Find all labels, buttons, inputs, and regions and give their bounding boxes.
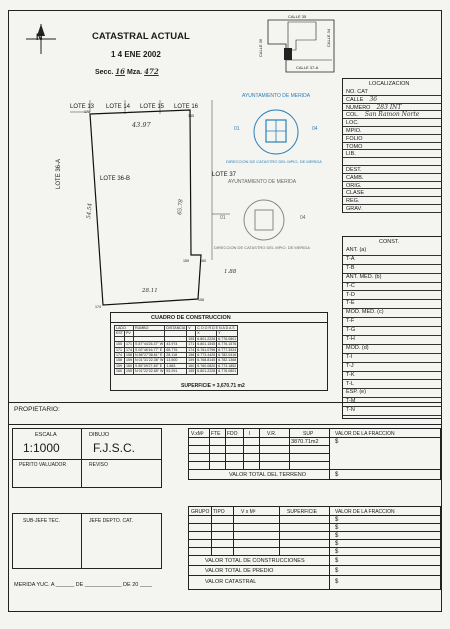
cuadro-title: CUADRO DE CONSTRUCCION	[151, 315, 231, 321]
seal-gray-text: AYUNTAMIENTO DE MERIDA	[228, 179, 297, 185]
localizacion-row-label: LOC.	[346, 120, 359, 127]
table-row: 160 155 N 01°22'02.85" W 53.291 155 6.801.2228 6.776.0801	[116, 369, 237, 374]
dim-top: 43.97	[132, 121, 151, 129]
vertex-160: 160	[200, 259, 206, 263]
escala-label: ESCALA	[35, 432, 57, 438]
hdr-coordenadas: C O O R D E N A D A S	[196, 326, 238, 331]
localizacion-row	[343, 111, 442, 119]
table-row: 174 158 N 86°27'38.61" E 28.118 158 6.773.4425 6.782.0416	[116, 353, 237, 358]
sub-jefe-label: SUB-JEFE TEC.	[23, 518, 60, 524]
localizacion-row	[343, 119, 442, 127]
lot-label-36a: LOTE 36-A	[56, 158, 63, 190]
terreno-table: V.xM² FTE FDO I V.R. SUP VALOR DE LA FRACCION 3870.71m2 $ VALOR TOTAL DEL TERRENO $	[188, 428, 441, 480]
localizacion-row	[343, 174, 442, 182]
secc-label: Secc.	[95, 69, 114, 76]
construccion-table: GRUPO TIPO V x M² SUPERFICIE VALOR DE LA FRACCION $ $ $ $ $ VALOR TOTAL DE CONSTRUCCIONES $ VALOR TOTAL DE PREDIO $ VALOR CATASTRAL $	[188, 506, 441, 590]
const-row: T-K	[343, 372, 442, 381]
const-header: CONST.	[379, 239, 400, 245]
const-row: T-B	[343, 265, 442, 274]
table-row: 155 171 S 87°44'26.37" W 43.974 171 6.801.1545 6.776.1576	[116, 342, 237, 347]
const-row: T-I	[343, 354, 442, 363]
dim-right-lower: 1.88	[224, 269, 237, 275]
vertex-159: 159	[183, 259, 189, 263]
localizacion-row	[343, 150, 442, 158]
secc-value: 16	[115, 67, 125, 76]
propietario-label: PROPIETARIO:	[14, 406, 60, 413]
localizacion-row	[343, 197, 442, 205]
terreno-total-dollar: $	[335, 472, 339, 478]
localizacion-row	[343, 143, 442, 151]
localizacion-row-value: 283 INT	[376, 103, 402, 111]
localizacion-row-label: MPIO.	[346, 128, 362, 134]
const-row: T-J	[343, 363, 442, 372]
const-row: ANT. (a)	[343, 247, 442, 256]
localizacion-row-label: CLASE	[346, 190, 365, 197]
const-row: T-D	[343, 292, 442, 301]
north-label: N	[36, 32, 43, 42]
terreno-total-label: VALOR TOTAL DEL TERRENO	[229, 472, 307, 478]
localizacion-row	[343, 135, 442, 143]
localizacion-row-label: LIB.	[346, 151, 356, 158]
localizacion-header: LOCALIZACION	[369, 81, 410, 87]
escala-block	[12, 428, 162, 488]
vertex-158: 158	[198, 298, 204, 302]
hdr-distancia: DISTANCIA	[166, 326, 186, 330]
table-row: 159 160 S 85°09'27.45" E 1.883 160 6.760.0820 6.773.1852	[116, 363, 237, 368]
dim-left: 54.54	[86, 202, 94, 220]
localizacion-row	[343, 104, 442, 112]
const-row: T-N	[343, 407, 442, 416]
lot-label-36b: LOTE 36-B	[100, 176, 131, 182]
localizacion-row-label: COL.	[346, 112, 359, 119]
cuadro-table: LADO RUMBO DISTANCIA V C O O R D E N A D A S EST PV X Y 155 6.801.2226 6.776.0801 155 171 S 87°44'26.37" W 43.974 171 6.801.1545 6.776.1576 171 174 S 02°46'16.77" E 65.776 174 6.761.0796 6.777.3924 174 158 N 86°27'38.61" E 28.118 158 6.773.4425 6.782.0416 158 159 N 01°31'22.36" W 13.500 159 6.768.8145 6.782.1368 159 160 S 85°09'27.45" E 1.883 160 6.760.0820 6.773.1852 160 155 N 01°22'02.85" W 53.291 155 6.801.2228 6.776.0801	[116, 326, 237, 374]
valor-catastral-label: VALOR CATASTRAL	[205, 579, 257, 585]
jefe-label: JEFE DEPTO. CAT.	[89, 518, 133, 524]
table-row: 158 159 N 01°31'22.36" W 13.500 159 6.768.8145 6.782.1368	[116, 358, 237, 363]
vertex-174: 174	[95, 305, 101, 309]
hdr-lado: LADO	[115, 326, 134, 331]
dibujo-value: F.J.S.C.	[93, 441, 136, 455]
localizacion-row	[343, 88, 442, 96]
const-row: T-C	[343, 283, 442, 292]
const-panel	[342, 236, 442, 419]
footer-date-line: MERIDA YUC. A ______ DE ____________ DE 20 ____	[14, 582, 153, 588]
const-row: MOD. MED. (c)	[343, 309, 442, 318]
page-title: CATASTRAL ACTUAL	[92, 31, 190, 42]
cuadro-construccion	[110, 312, 328, 391]
localizacion-row	[343, 158, 442, 166]
localizacion-row-label: GRAV.	[346, 206, 363, 212]
ayuntamiento-seal-top	[226, 88, 326, 168]
const-row: T-L	[343, 381, 442, 390]
const-row: T-G	[343, 327, 442, 336]
const-row: T-E	[343, 300, 442, 309]
const-row: T-M	[343, 398, 442, 407]
const-row: T-F	[343, 318, 442, 327]
localizacion-row	[343, 205, 442, 213]
localizacion-row	[343, 189, 442, 197]
seal-top-n2: 04	[312, 126, 318, 132]
dim-right: 65.78	[177, 198, 185, 216]
map-street-right: CALLE 34	[326, 28, 332, 48]
escala-value: 1:1000	[23, 441, 60, 455]
localizacion-row-label: NUMERO	[346, 104, 371, 111]
seal-top-text: AYUNTAMIENTO DE MERIDA	[242, 93, 311, 99]
localizacion-row-label: CALLE	[346, 96, 364, 103]
lot-label-14: LOTE 14	[106, 104, 131, 110]
localizacion-row	[343, 127, 442, 135]
seal-gray-n2: 04	[300, 215, 306, 221]
localizacion-row-label: ORIG.	[346, 182, 362, 189]
localizacion-panel	[342, 78, 442, 213]
terreno-dollar: $	[335, 439, 339, 445]
dibujo-label: DIBUJO	[89, 432, 110, 438]
firmas-block	[12, 513, 162, 569]
mza-label: Mza.	[126, 69, 143, 76]
seal-gray-bottom-text: DIRECCION DE CATASTRO DEL MPIO. DE MERIDA	[214, 245, 310, 250]
lot-label-16: LOTE 16	[174, 104, 199, 110]
ayuntamiento-seal-gray	[216, 176, 314, 256]
lot-label-37: LOTE 37	[212, 172, 237, 178]
localizacion-row-label: TOMO	[346, 143, 363, 150]
localizacion-row-value: 36	[369, 95, 378, 103]
title-date: 1 4 ENE 2002	[111, 50, 161, 59]
terreno-sup-value: 3870.71m2	[291, 439, 319, 445]
superficie: SUPERFICIE = 3,670.71 m2	[181, 383, 245, 389]
localizacion-row-label: DEST.	[346, 167, 362, 173]
localizacion-row-label: CAMB.	[346, 174, 364, 181]
localizacion-row-value: San Ramon Norte	[364, 111, 420, 119]
localizacion-row-label: NO. CAT	[346, 89, 368, 95]
table-row: 155 6.801.2226 6.776.0801	[115, 336, 238, 341]
const-row: MOD. (d)	[343, 345, 442, 354]
total-predio-label: VALOR TOTAL DE PREDIO	[205, 568, 274, 574]
seal-top-bottom-text: DIRECCION DE CATASTRO DEL MPIO. DE MERIDA	[226, 159, 322, 164]
localizacion-row	[343, 96, 442, 104]
perito-label: PERITO VALUADOR	[19, 462, 67, 468]
lot-label-13: LOTE 13	[70, 104, 95, 110]
localizacion-row-label: FOLIO	[346, 135, 363, 142]
mza-value: 472	[144, 67, 159, 76]
hdr-v: V	[187, 326, 196, 331]
reviso-label: REVISO	[89, 462, 108, 468]
map-street-left: CALLE 36	[258, 38, 264, 58]
seal-gray-n1: 01	[220, 215, 226, 221]
const-row: T-H	[343, 336, 442, 345]
seal-top-n1: 01	[234, 126, 240, 132]
dim-bottom: 28.11	[142, 288, 158, 294]
const-row: ANT. MED. (b)	[343, 274, 442, 283]
total-construcciones-label: VALOR TOTAL DE CONSTRUCCIONES	[205, 558, 305, 564]
const-row: ESP. (e)	[343, 389, 442, 398]
table-row: 171 174 S 02°46'16.77" E 65.776 174 6.761.0796 6.777.3924	[116, 347, 237, 352]
hdr-rumbo: RUMBO	[134, 326, 165, 331]
localizacion-row	[343, 166, 442, 174]
map-street-bottom: CALLE 37-A	[296, 65, 319, 70]
vertex-171: 171	[84, 110, 90, 114]
map-street-top: CALLE 35	[288, 14, 307, 19]
localizacion-row	[343, 182, 442, 190]
lot-label-15: LOTE 15	[140, 104, 165, 110]
localizacion-row-label: REG.	[346, 198, 360, 205]
vertex-155: 155	[188, 114, 194, 118]
const-row: T-A	[343, 256, 442, 265]
